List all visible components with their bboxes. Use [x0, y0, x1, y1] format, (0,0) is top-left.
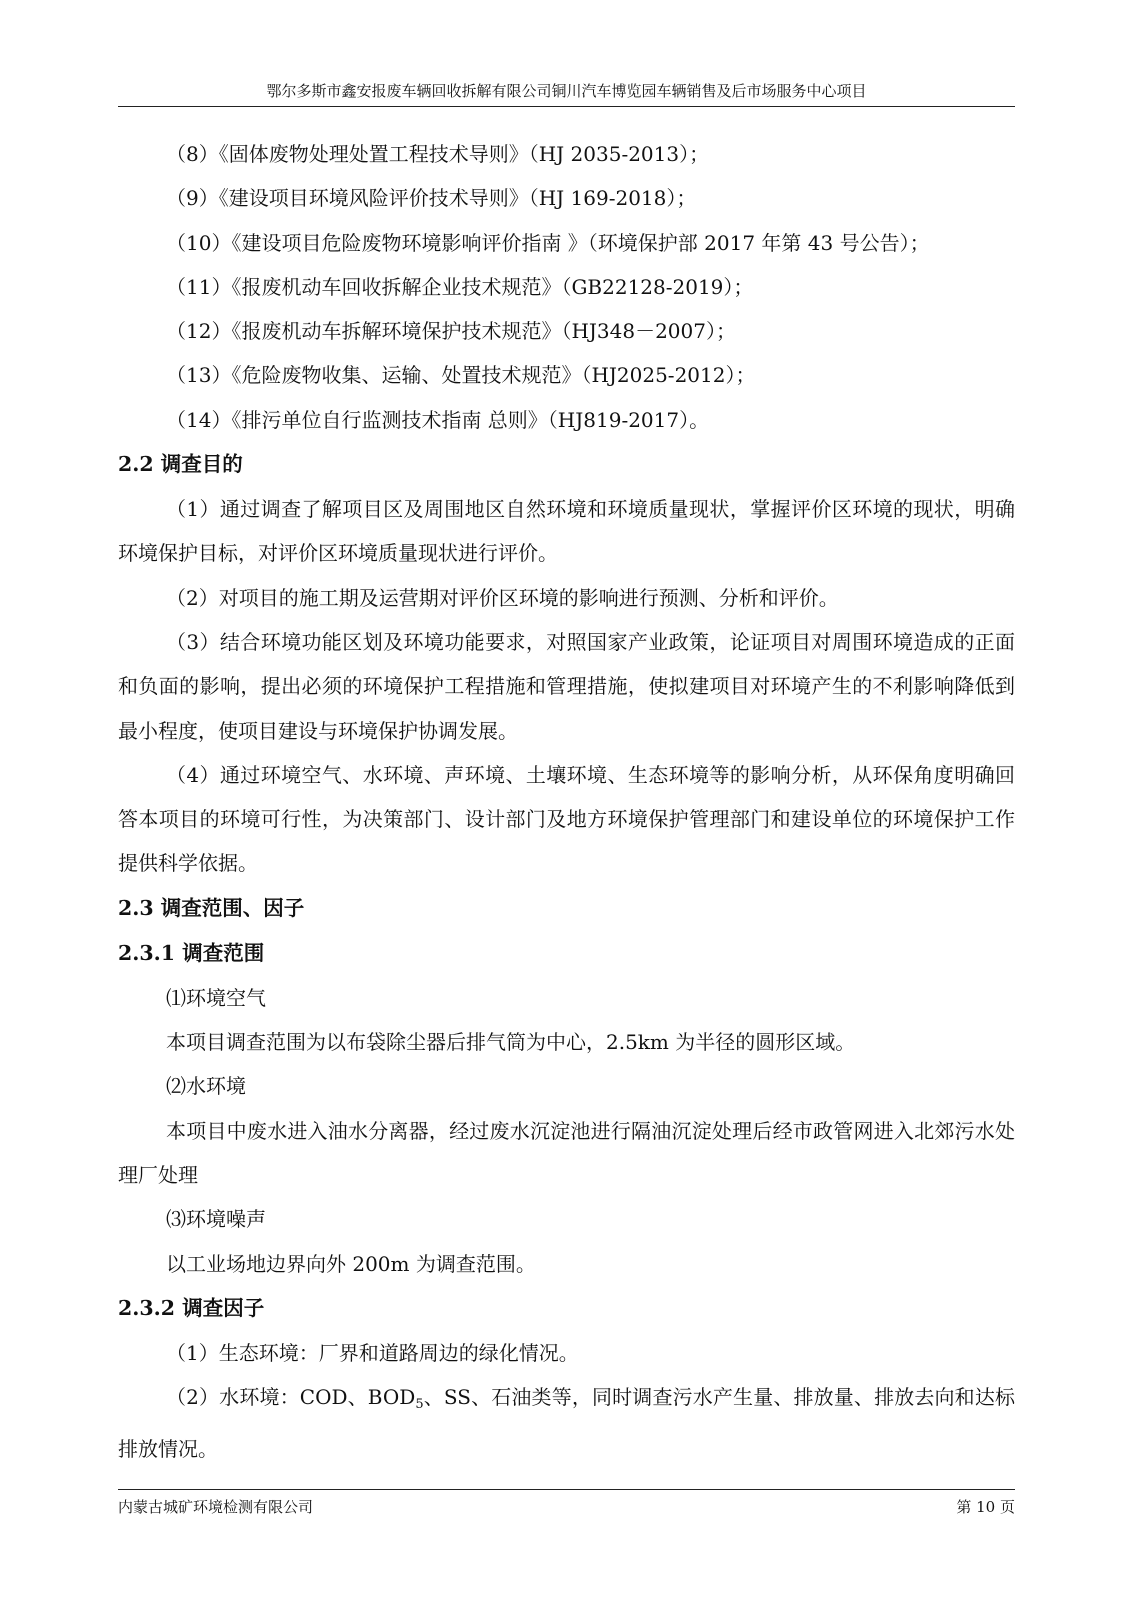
paragraph: （4）通过环境空气、水环境、声环境、土壤环境、生态环境等的影响分析，从环保角度明确回答本项目的环境可行性，为决策部门、设计部门及地方环境保护管理部门和建设单位的环境保护工作提供科学依据。 — [118, 762, 1015, 876]
page-number: 第 10 页 — [956, 1498, 1015, 1516]
reference-item: （12）《报废机动车拆解环境保护技术规范》（HJ348－2007）； — [166, 319, 736, 344]
paragraph: （1）生态环境：厂界和道路周边的绿化情况。 — [166, 1340, 579, 1365]
reference-item: （9）《建设项目环境风险评价技术导则》（HJ 169-2018）； — [166, 186, 697, 211]
item-label: ⑴环境空气 — [166, 985, 266, 1010]
paragraph: （1）通过调查了解项目区及周围地区自然环境和环境质量现状，掌握评价区环境的现状，明确环境保护目标，对评价区环境质量现状进行评价。 — [118, 497, 1015, 566]
subsection-heading: 2.3.2 调查因子 — [118, 1295, 265, 1320]
reference-item: （8）《固体废物处理处置工程技术导则》（HJ 2035-2013）； — [166, 142, 710, 166]
reference-item: （11）《报废机动车回收拆解企业技术规范》（GB22128-2019）； — [166, 274, 754, 299]
subscript: 5 — [415, 1397, 424, 1413]
section-heading: 2.3 调查范围、因子 — [118, 895, 305, 920]
paragraph: 以工业场地边界向外 200m 为调查范围。 — [166, 1251, 536, 1276]
footer-company: 内蒙古城矿环境检测有限公司 — [118, 1498, 314, 1516]
subsection-heading: 2.3.1 调查范围 — [118, 940, 265, 965]
page-footer — [118, 1489, 1015, 1524]
paragraph: 本项目调查范围为以布袋除尘器后排气筒为中心，2.5km 为半径的圆形区域。 — [166, 1030, 856, 1055]
paragraph: 本项目中废水进入油水分离器，经过废水沉淀池进行隔油沉淀处理后经市政管网进入北郊污水处理厂处理 — [118, 1118, 1015, 1187]
page-header — [118, 76, 1015, 107]
item-label: ⑶环境噪声 — [166, 1207, 266, 1232]
text-run: （2）水环境：COD、BOD — [166, 1385, 416, 1410]
section-heading: 2.2 调查目的 — [118, 452, 243, 477]
text-run: 、SS、石油类等，同时调查污水产生量、排放量、排放去向和达标排放情况。 — [118, 1385, 1015, 1462]
item-label: ⑵水环境 — [166, 1074, 246, 1099]
page-content — [118, 132, 1015, 1472]
paragraph — [118, 1375, 1015, 1472]
reference-item: （10）《建设项目危险废物环境影响评价指南 》（环境保护部 2017 年第 43 号公告）； — [166, 230, 930, 255]
reference-item: （14）《排污单位自行监测技术指南 总则》（HJ819-2017）。 — [166, 407, 710, 432]
paragraph: （2）对项目的施工期及运营期对评价区环境的影响进行预测、分析和评价。 — [166, 585, 839, 610]
reference-item: （13）《危险废物收集、运输、处置技术规范》（HJ2025-2012）； — [166, 363, 756, 388]
paragraph: （3）结合环境功能区划及环境功能要求，对照国家产业政策，论证项目对周围环境造成的正面和负面的影响，提出必须的环境保护工程措施和管理措施，使拟建项目对环境产生的不利影响降低到最小程度，使项目建设与环境保护协调发展。 — [118, 629, 1015, 743]
header-title: 鄂尔多斯市鑫安报废车辆回收拆解有限公司铜川汽车博览园车辆销售及后市场服务中心项目 — [266, 82, 867, 100]
